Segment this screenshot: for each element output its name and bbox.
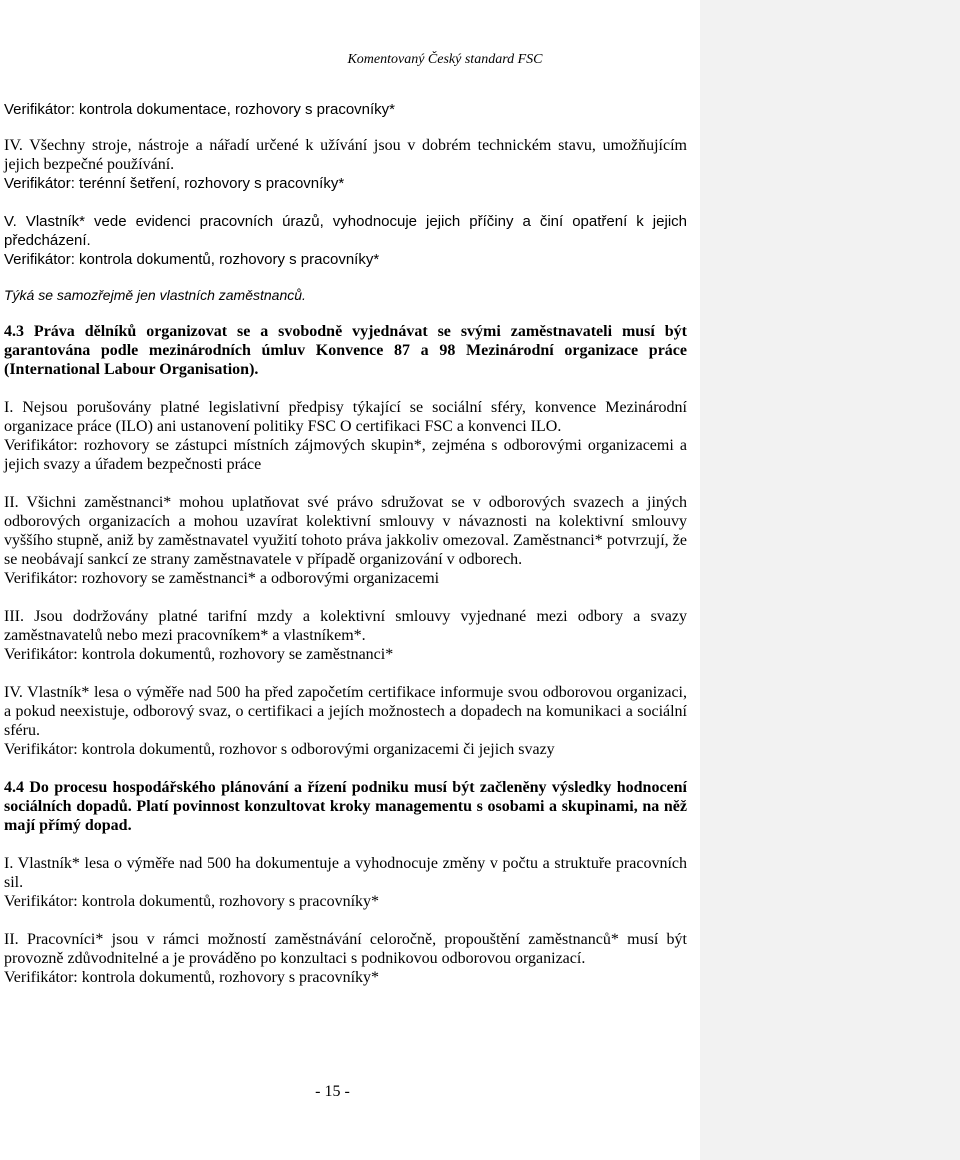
section-4-4-criterion-i-verifier: Verifikátor: kontrola dokumentů, rozhovory s pracovníky*	[4, 893, 380, 910]
header-title: Komentovaný Český standard FSC	[347, 52, 543, 67]
verifier-text: Verifikátor: kontrola dokumentace, rozhovory s pracovníky*	[4, 101, 396, 118]
section-4-4-criterion-ii-verifier: Verifikátor: kontrola dokumentů, rozhovory s pracovníky*	[4, 969, 380, 986]
criterion-iv-verifier: Verifikátor: terénní šetření, rozhovory s pracovníky*	[4, 175, 345, 192]
section-4-3-criterion-iii-text: III. Jsou dodržovány platné tarifní mzdy a kolektivní smlouvy vyjednané mezi odbory a svazy zaměstnavatelů nebo mezi pracovníkem* a vlastníkem*.	[4, 608, 687, 644]
comment-note: Týká se samozřejmě jen vlastních zaměstnanců.	[4, 287, 306, 303]
section-4-3-criterion-iii-verifier: Verifikátor: kontrola dokumentů, rozhovory se zaměstnanci*	[4, 646, 394, 663]
comment-margin-panel	[700, 0, 960, 1160]
section-4-3-criterion-ii-verifier: Verifikátor: rozhovory se zaměstnanci* a odborovými organizacemi	[4, 570, 440, 587]
running-header	[0, 52, 690, 68]
section-4-4-criterion-ii-text: II. Pracovníci* jsou v rámci možností zaměstnávání celoročně, propouštění zaměstnanců* musí být provozně zdůvodnitelné a je prováděno po konzultaci s podnikovou odborovou organizací.	[4, 931, 687, 967]
section-4-4-heading: 4.4 Do procesu hospodářského plánování a řízení podniku musí být začleněny výsledky hodnocení sociálních dopadů. Platí povinnost konzultovat kroky managementu s osobami a skupinami, na něž mají přímý dopad.	[4, 779, 687, 834]
section-4-3-criterion-i-verifier: Verifikátor: rozhovory se zástupci místních zájmových skupin*, zejména s odborovými organizacemi a jejich svazy a úřadem bezpečnosti práce	[4, 437, 687, 473]
document-body	[4, 100, 687, 1006]
section-4-3-criterion-iv-text: IV. Vlastník* lesa o výměře nad 500 ha před započetím certifikace informuje svou odborovou organizaci, a pokud neexistuje, odborový svaz, o certifikaci a jejích možnostech a dopadech na komunikaci a sociální sféru.	[4, 684, 687, 739]
criterion-iv-text: IV. Všechny stroje, nástroje a nářadí určené k užívání jsou v dobrém technickém stavu, umožňujícím jejich bezpečné používání.	[4, 137, 687, 173]
section-4-3-heading: 4.3 Práva dělníků organizovat se a svobodně vyjednávat se svými zaměstnavateli musí být garantována podle mezinárodních úmluv Konvence 87 a 98 Mezinárodní organizace práce (International Labour Organisation).	[4, 323, 687, 378]
section-4-3-criterion-ii-text: II. Všichni zaměstnanci* mohou uplatňovat své právo sdružovat se v odborových svazech a jiných odborových organizacích a mohou uzavírat kolektivní smlouvy v návaznosti na kolektivní smlouvy vyššího stupně, aniž by zaměstnavatel využití tohoto práva jakkoliv omezoval. Zaměstnanci* potvrzují, že se neobávají sankcí ze strany zaměstnavatele v případě organizování v odborech.	[4, 494, 687, 568]
criterion-v-verifier: Verifikátor: kontrola dokumentů, rozhovory s pracovníky*	[4, 251, 380, 268]
page-number: - 15 -	[315, 1083, 350, 1100]
section-4-3-criterion-i-text: I. Nejsou porušovány platné legislativní předpisy týkající se sociální sféry, konvence Mezinárodní organizace práce (ILO) ani ustanovení politiky FSC O certifikaci FSC a konvenci ILO.	[4, 399, 687, 435]
criterion-v-text: V. Vlastník* vede evidenci pracovních úrazů, vyhodnocuje jejich příčiny a činí opatření k jejich předcházení.	[4, 213, 687, 249]
section-4-3-criterion-iv-verifier: Verifikátor: kontrola dokumentů, rozhovor s odborovými organizacemi či jejich svazy	[4, 741, 555, 758]
section-4-4-criterion-i-text: I. Vlastník* lesa o výměře nad 500 ha dokumentuje a vyhodnocuje změny v počtu a struktuře pracovních sil.	[4, 855, 687, 891]
